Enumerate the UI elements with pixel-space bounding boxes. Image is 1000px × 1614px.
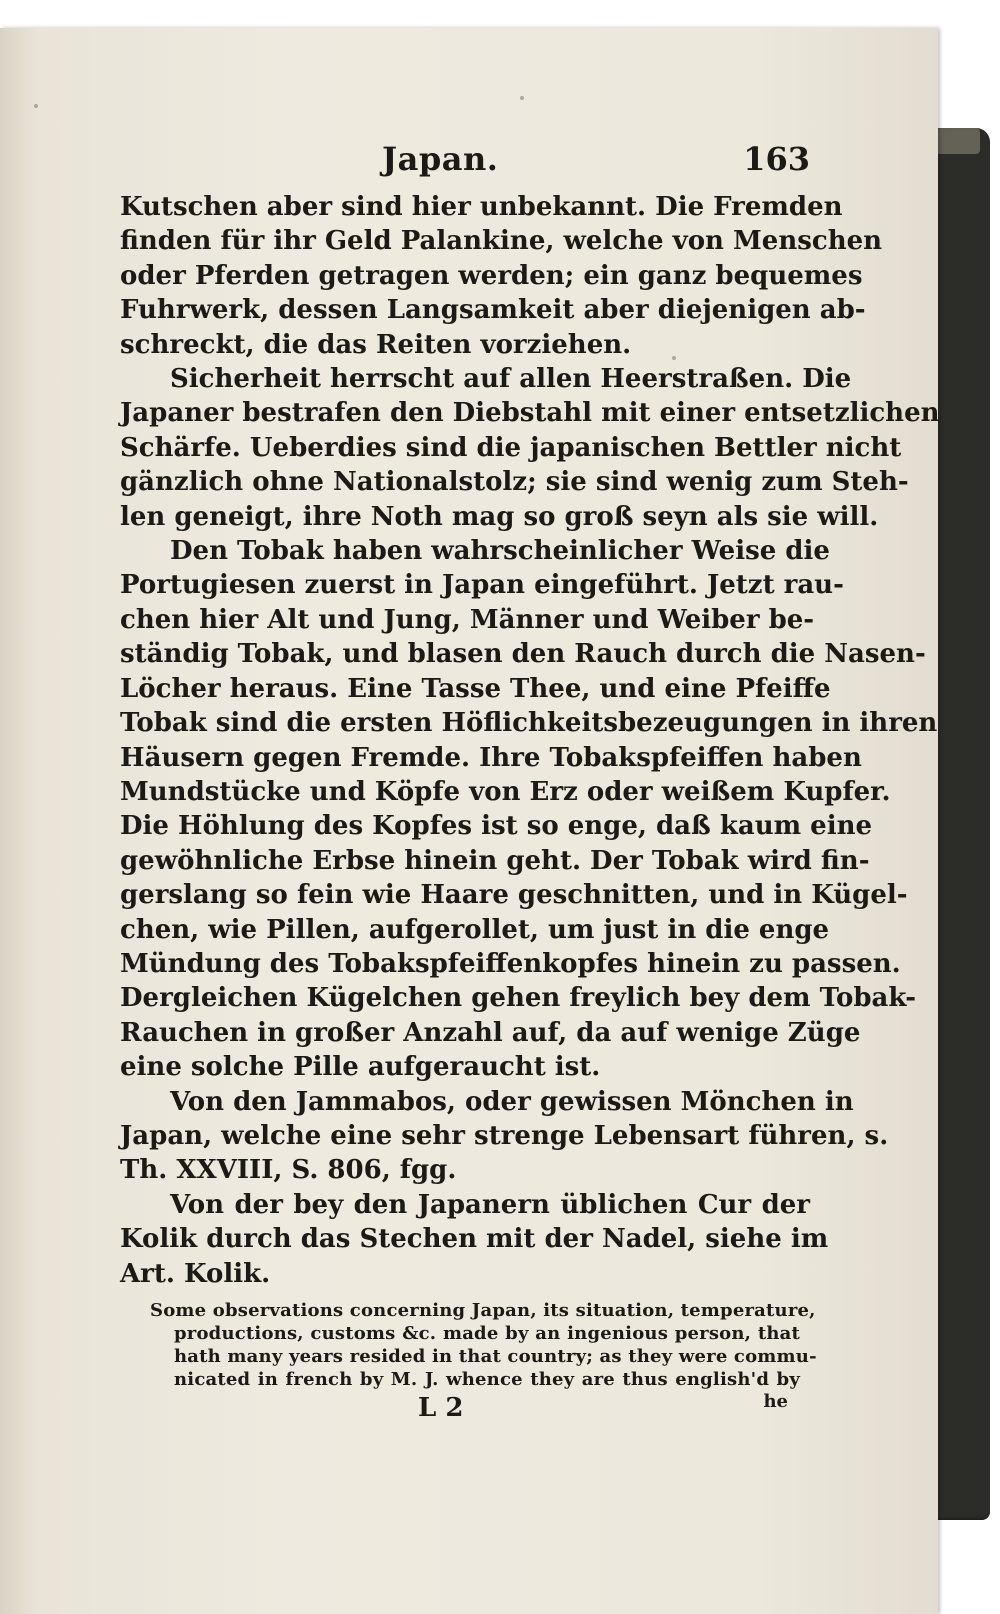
text-line: Den Tobak haben wahrscheinlicher Weise die — [170, 536, 830, 567]
running-head-title: Japan. — [382, 140, 499, 178]
text-line: Dergleichen Kügelchen gehen freylich bey dem Tobak- — [120, 983, 917, 1014]
footnote-line: Some observations concerning Japan, its situation, temperature, — [150, 1300, 816, 1321]
text-line: ständig Tobak, und blasen den Rauch durch die Nasen- — [120, 639, 926, 670]
text-line: Tobak sind die ersten Höflichkeitsbezeugungen in ihren — [120, 708, 938, 739]
text-line: Japaner bestrafen den Diebstahl mit einer entsetzlichen — [120, 398, 940, 429]
text-line: len geneigt, ihre Noth mag so groß seyn als sie will. — [120, 501, 879, 532]
text-line: chen, wie Pillen, aufgerollet, um just in die enge — [120, 914, 830, 945]
text-line: Löcher heraus. Eine Tasse Thee, und eine Pfeiffe — [120, 673, 831, 704]
text-line: Japan, welche eine sehr strenge Lebensart führen, s. — [120, 1120, 889, 1151]
text-line: Kutschen aber sind hier unbekannt. Die Fremden — [120, 192, 843, 222]
footnote-line: productions, customs &c. made by an ingenious person, that — [174, 1323, 800, 1344]
text-line: Schärfe. Ueberdies sind die japanischen Bettler nicht — [120, 432, 902, 463]
text-line: Von den Jammabos, oder gewissen Mönchen in — [170, 1086, 854, 1117]
page-number: 163 — [743, 140, 810, 178]
text-line: Th. XXVIII, S. 806, fgg. — [120, 1155, 457, 1186]
running-head — [120, 140, 810, 190]
paragraph — [120, 534, 938, 1085]
text-line: Häusern gegen Fremde. Ihre Tobakspfeiffen haben — [120, 742, 862, 773]
text-line: Art. Kolik. — [120, 1258, 271, 1289]
text-line: Portugiesen zuerst in Japan eingeführt. Jetzt rau- — [120, 570, 844, 601]
page-text-block — [120, 140, 940, 1425]
paragraph — [120, 190, 883, 362]
text-line: Mundstücke und Köpfe von Erz oder weißem Kupfer. — [120, 776, 891, 807]
text-line: schreckt, die das Reiten vorziehen. — [120, 329, 632, 360]
paragraph — [120, 362, 940, 534]
text-line: eine solche Pille aufgeraucht ist. — [120, 1052, 601, 1083]
book-cover-wear — [936, 128, 980, 154]
footnote-line: hath many years resided in that country; as they were commu- — [174, 1346, 817, 1367]
text-line: oder Pferden getragen werden; ein ganz bequemes — [120, 260, 863, 291]
catchword: he — [763, 1391, 788, 1412]
paper-speck — [520, 96, 524, 100]
text-line: Fuhrwerk, dessen Langsamkeit aber diejenigen ab- — [120, 295, 866, 326]
page-footer — [120, 1391, 810, 1425]
text-line: chen hier Alt und Jung, Männer und Weiber be- — [120, 604, 815, 635]
text-line: finden für ihr Geld Palankine, welche von Menschen — [120, 226, 883, 257]
footnote — [120, 1299, 817, 1391]
text-line: Von der bey den Japanern üblichen Cur der — [170, 1189, 810, 1220]
text-line: gewöhnliche Erbse hinein geht. Der Tobak wird fin- — [120, 845, 870, 876]
book-page — [0, 28, 938, 1614]
text-line: Die Höhlung des Kopfes ist so enge, daß kaum eine — [120, 811, 873, 842]
text-line: gerslang so fein wie Haare geschnitten, und in Kügel- — [120, 880, 908, 911]
paragraph — [120, 1085, 889, 1188]
signature-mark: L 2 — [418, 1393, 464, 1423]
text-line: Sicherheit herrscht auf allen Heerstraßen. Die — [170, 364, 852, 395]
text-line: Mündung des Tobakspfeiffenkopfes hinein zu passen. — [120, 948, 901, 979]
text-line: gänzlich ohne Nationalstolz; sie sind wenig zum Steh- — [120, 467, 909, 498]
text-line: Kolik durch das Stechen mit der Nadel, siehe im — [120, 1224, 829, 1255]
paragraph — [120, 1188, 829, 1291]
paper-speck — [34, 104, 38, 108]
text-line: Rauchen in großer Anzahl auf, da auf wenige Züge — [120, 1017, 861, 1048]
footnote-line: nicated in french by M. J. whence they are thus english'd by — [174, 1369, 800, 1390]
